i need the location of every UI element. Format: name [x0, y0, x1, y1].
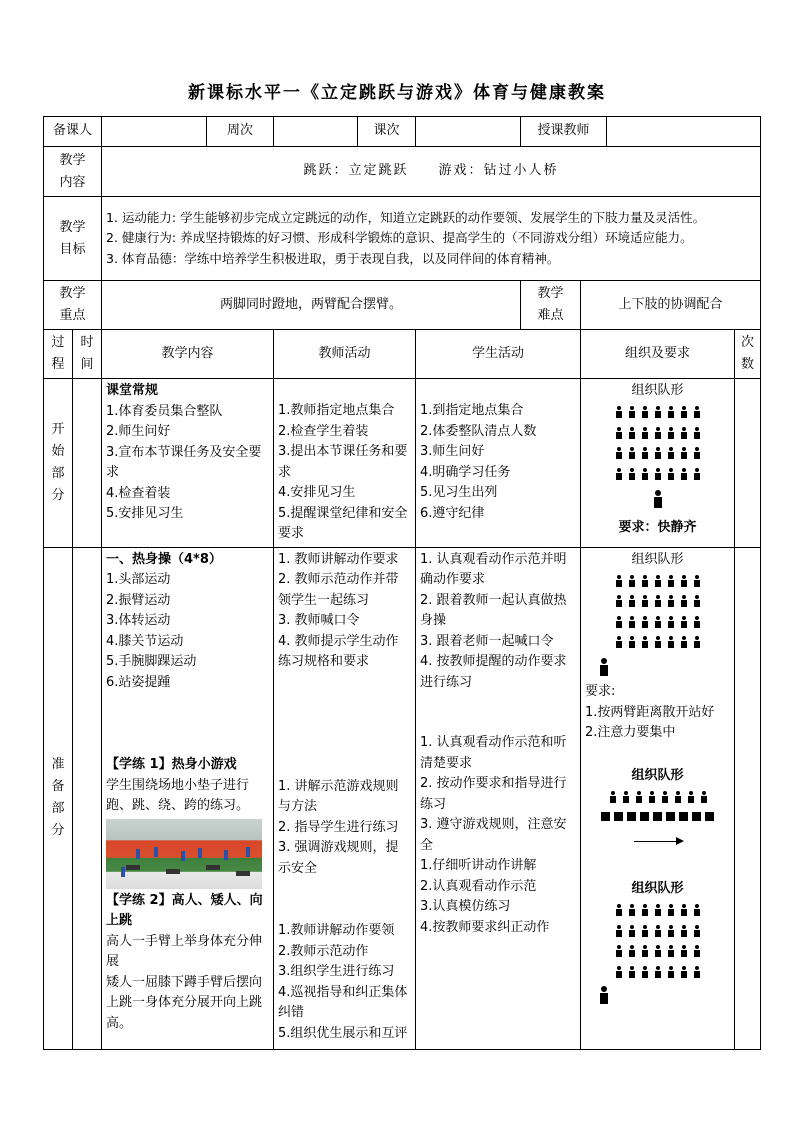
- list-item: 4.膝关节运动: [106, 633, 184, 649]
- header-row: [44, 117, 761, 147]
- prep-content: [102, 547, 274, 1049]
- org-title: 组织队形: [631, 551, 684, 567]
- mat-icon: [692, 812, 701, 821]
- list-item: 5.手腕脚踝运动: [106, 654, 197, 669]
- student-icon: [680, 427, 687, 439]
- list-item: 2. 跟着教师一起认真做热身操: [420, 592, 567, 628]
- formation-row: [585, 920, 730, 941]
- student-icon: [680, 966, 687, 978]
- student-icon: [693, 427, 700, 439]
- focus-row: [44, 281, 761, 330]
- start-section-row: [44, 379, 761, 548]
- list-item: 1.仔细听讲动作讲解: [420, 858, 537, 873]
- org-title: 组织队形: [631, 383, 684, 398]
- student-icon: [615, 575, 622, 587]
- student-icon: [693, 904, 700, 916]
- list-item: 3. 跟着老师一起喊口令: [420, 633, 554, 649]
- goal-item: 3. 体育品德：学练中培养学生积极进取，勇于表现自我，以及同伴间的体育精神。: [106, 250, 560, 266]
- warmup-title: 一、热身操（4*8）: [106, 551, 222, 567]
- formation-row: [585, 611, 730, 632]
- teacher-icon: [599, 986, 609, 1004]
- student-icon: [628, 966, 635, 978]
- student-icon: [680, 406, 687, 418]
- student-icon: [615, 468, 622, 480]
- list-item: 5.提醒课堂纪律和安全要求: [278, 505, 408, 541]
- list-item: 2. 按动作要求和指导进行练习: [420, 776, 567, 812]
- week-label: 周次: [207, 117, 274, 147]
- formation-row: [585, 570, 730, 591]
- drill1-title: 【学练 1】热身小游戏: [106, 757, 237, 772]
- prep-section-label: 准 备 部 分: [44, 547, 73, 1049]
- student-icon: [654, 925, 661, 937]
- mat-icon: [627, 812, 636, 821]
- teacher-label: 授课教师: [521, 117, 607, 147]
- list-item: 1.教师讲解动作要领: [278, 923, 395, 938]
- student-icon: [622, 791, 629, 803]
- lesson-value: [416, 117, 521, 147]
- difficulty-value: 上下肢的协调配合: [581, 281, 761, 330]
- prep-times: [735, 547, 761, 1049]
- student-icon: [615, 447, 622, 459]
- student-icon: [667, 966, 674, 978]
- student-icon: [615, 595, 622, 607]
- difficulty-label: 教学 难点: [521, 281, 581, 330]
- col-teaching-content: 教学内容: [102, 330, 274, 379]
- column-header-row: [44, 330, 761, 379]
- student-icon: [628, 575, 635, 587]
- student-icon: [693, 447, 700, 459]
- formation-row: [585, 941, 730, 962]
- student-icon: [693, 945, 700, 957]
- content-row: [44, 147, 761, 197]
- student-icon: [667, 904, 674, 916]
- col-time: 时 间: [73, 330, 102, 379]
- goals-row: [44, 197, 761, 281]
- student-icon: [667, 945, 674, 957]
- goal-item: 1. 运动能力: 学生能够初步完成立定跳远的动作，知道立定跳跃的动作要领、发展学生的下肢力量及灵活性。: [106, 209, 706, 225]
- list-item: 1. 讲解示范游戏规则与方法: [278, 778, 399, 814]
- list-item: 1.到指定地点集合: [420, 403, 524, 418]
- student-icon: [628, 406, 635, 418]
- start-section-label: 开 始 部 分: [44, 379, 73, 548]
- student-icon: [654, 966, 661, 978]
- list-item: 4. 按教师提醒的动作要求进行练习: [420, 654, 567, 690]
- formation-row: [585, 961, 730, 982]
- formation-row: [585, 402, 730, 423]
- student-icon: [661, 791, 668, 803]
- prep-time: [73, 547, 102, 1049]
- student-icon: [615, 904, 622, 916]
- student-icon: [654, 904, 661, 916]
- student-icon: [628, 447, 635, 459]
- content-label: 教学 内容: [44, 147, 102, 197]
- goal-item: 2. 健康行为: 养成坚持锻炼的好习惯、形成科学锻炼的意识、提高学生的（不同游戏分组）环境适应能力。: [106, 230, 693, 246]
- formation-row: [585, 463, 730, 484]
- teacher-icon: [599, 658, 609, 676]
- student-icon: [680, 904, 687, 916]
- content-value: 跳跃：立定跳跃 游戏：钻过小人桥: [102, 147, 761, 197]
- student-icon: [628, 595, 635, 607]
- formation-row: [585, 591, 730, 612]
- student-icon: [628, 636, 635, 648]
- list-item: 3. 遵守游戏规则，注意安全: [420, 817, 567, 853]
- drill2-desc-line: 矮人一屈膝下蹲手臂后摆向上跳一身体充分展开向上跳高。: [106, 974, 263, 1031]
- list-item: 2.教师示范动作: [278, 943, 369, 959]
- mat-icon: [679, 812, 688, 821]
- drill1-formation: [585, 786, 730, 859]
- formation-row: [585, 900, 730, 921]
- student-icon: [654, 575, 661, 587]
- student-icon: [680, 447, 687, 459]
- list-item: 5.见习生出列: [420, 485, 498, 500]
- formation-diagram: [585, 402, 730, 518]
- list-item: 3. 强调游戏规则，提示安全: [278, 840, 399, 876]
- mat-icon: [705, 812, 714, 821]
- requirement-title: 要求:: [585, 684, 616, 699]
- student-icon: [667, 447, 674, 459]
- student-icon: [615, 925, 622, 937]
- lesson-plan-table: [43, 116, 761, 1050]
- list-item: 1. 认真观看动作示范并明确动作要求: [420, 551, 567, 587]
- student-icon: [667, 427, 674, 439]
- student-icon: [641, 636, 648, 648]
- student-icon: [654, 616, 661, 628]
- student-icon: [615, 966, 622, 978]
- org-title: 组织队形: [631, 881, 684, 896]
- student-icon: [641, 616, 648, 628]
- prep-student: [416, 547, 581, 1049]
- prep-section-row: [44, 547, 761, 1049]
- list-item: 1.头部运动: [106, 572, 171, 587]
- preparer-label: 备课人: [44, 117, 102, 147]
- list-item: 1.教师指定地点集合: [278, 403, 395, 418]
- student-icon: [641, 447, 648, 459]
- start-times: [735, 379, 761, 548]
- start-content: [102, 379, 274, 548]
- list-item: 3.宣布本节课任务及安全要求: [106, 444, 262, 480]
- student-icon: [654, 427, 661, 439]
- formation-diagram: [585, 570, 730, 682]
- student-icon: [654, 945, 661, 957]
- org-title: 组织队形: [631, 767, 684, 783]
- student-icon: [693, 925, 700, 937]
- col-process: 过 程: [44, 330, 73, 379]
- student-icon: [693, 966, 700, 978]
- student-icon: [615, 616, 622, 628]
- col-organization: 组织及要求: [581, 330, 735, 379]
- list-item: 2.检查学生着装: [278, 423, 369, 439]
- student-icon: [628, 427, 635, 439]
- start-organization: [581, 379, 735, 548]
- student-icon: [693, 595, 700, 607]
- drill2-formation: [585, 900, 730, 1011]
- student-icon: [641, 468, 648, 480]
- requirement-item: 1.按两臂距离散开站好: [585, 704, 715, 720]
- teacher-position: [585, 652, 730, 682]
- page-title: 新课标水平一《立定跳跃与游戏》体育与健康教案: [188, 83, 606, 103]
- list-item: 5.组织优生展示和互评: [278, 1025, 408, 1041]
- list-item: 4.明确学习任务: [420, 464, 511, 480]
- student-icon: [667, 595, 674, 607]
- requirement-item: 2.注意力要集中: [585, 725, 676, 740]
- col-times: 次 数: [735, 330, 761, 379]
- student-icon: [615, 406, 622, 418]
- list-item: 6.站姿提踵: [106, 674, 171, 690]
- student-icon: [641, 575, 648, 587]
- student-icon: [641, 595, 648, 607]
- student-icon: [628, 616, 635, 628]
- student-icon: [628, 945, 635, 957]
- org-requirement: 要求：快静齐: [618, 519, 697, 535]
- student-icon: [641, 904, 648, 916]
- student-icon: [648, 791, 655, 803]
- list-item: 4.安排见习生: [278, 485, 356, 500]
- student-icon: [700, 791, 707, 803]
- prep-organization: [581, 547, 735, 1049]
- formation-row: [585, 443, 730, 464]
- activity-photo: [106, 819, 262, 889]
- list-item: 2.认真观看动作示范: [420, 878, 537, 894]
- list-item: 2.体委整队清点人数: [420, 423, 537, 439]
- teacher-icon: [653, 490, 663, 508]
- list-item: 3.组织学生进行练习: [278, 964, 395, 979]
- student-icon: [693, 406, 700, 418]
- mat-row: [585, 807, 730, 828]
- list-item: 2. 教师示范动作并带领学生一起练习: [278, 572, 399, 608]
- list-item: 5.安排见习生: [106, 506, 184, 521]
- student-icon: [635, 791, 642, 803]
- start-teacher: [274, 379, 416, 548]
- list-item: 3.师生问好: [420, 444, 485, 459]
- list-item: 3.提出本节课任务和要求: [278, 444, 408, 480]
- student-icon: [667, 575, 674, 587]
- mat-icon: [666, 812, 675, 821]
- list-item: 1. 教师讲解动作要求: [278, 551, 399, 567]
- student-icon: [693, 575, 700, 587]
- student-icon: [654, 636, 661, 648]
- student-icon: [628, 468, 635, 480]
- direction-arrow: [585, 827, 730, 859]
- mat-icon: [640, 812, 649, 821]
- prep-teacher: [274, 547, 416, 1049]
- student-icon: [693, 636, 700, 648]
- student-icon: [641, 945, 648, 957]
- student-icon: [641, 925, 648, 937]
- list-item: 3.认真模仿练习: [420, 899, 511, 914]
- list-item: 2. 指导学生进行练习: [278, 819, 399, 835]
- student-icon: [667, 406, 674, 418]
- formation-row: [585, 632, 730, 653]
- student-icon: [667, 616, 674, 628]
- student-icon: [680, 616, 687, 628]
- student-icon: [674, 791, 681, 803]
- student-icon: [654, 406, 661, 418]
- lesson-label: 课次: [358, 117, 416, 147]
- student-icon: [628, 904, 635, 916]
- student-icon: [667, 636, 674, 648]
- list-item: 3.体转运动: [106, 613, 171, 628]
- student-icon: [680, 595, 687, 607]
- arrow-right-icon: [634, 841, 682, 842]
- student-icon: [628, 925, 635, 937]
- goals-list: [102, 197, 761, 281]
- list-item: 6.遵守纪律: [420, 505, 485, 521]
- student-icon: [680, 468, 687, 480]
- student-icon: [693, 468, 700, 480]
- start-student: [416, 379, 581, 548]
- list-item: 1.体育委员集合整队: [106, 403, 223, 419]
- focus-label: 教学 重点: [44, 281, 102, 330]
- list-item: 4. 教师提示学生动作练习规格和要求: [278, 633, 399, 669]
- student-icon: [641, 966, 648, 978]
- mat-icon: [614, 812, 623, 821]
- teacher-position: [585, 484, 730, 518]
- teacher-position: [585, 982, 730, 1011]
- goals-label: 教学 目标: [44, 197, 102, 281]
- student-icon: [615, 427, 622, 439]
- focus-value: 两脚同时蹬地，两臂配合摆臂。: [102, 281, 521, 330]
- col-teacher-activity: 教师活动: [274, 330, 416, 379]
- week-value: [274, 117, 358, 147]
- student-icon: [667, 468, 674, 480]
- student-icon: [615, 945, 622, 957]
- list-item: 2.振臂运动: [106, 592, 171, 608]
- content-title: 课堂常规: [106, 383, 159, 398]
- student-icon: [693, 616, 700, 628]
- drill2-title: 【学练 2】高人、矮人、向上跳: [106, 892, 263, 928]
- list-item: 2.师生问好: [106, 424, 171, 439]
- student-icon: [609, 791, 616, 803]
- mat-icon: [653, 812, 662, 821]
- drill2-desc-line: 高人一手臂上举身体充分伸展: [106, 933, 263, 969]
- student-icon: [654, 468, 661, 480]
- list-item: 4.巡视指导和纠正集体纠错: [278, 984, 408, 1020]
- preparer-value: [102, 117, 207, 147]
- list-item: 4.按教师要求纠正动作: [420, 919, 550, 935]
- student-icon: [680, 945, 687, 957]
- list-item: 4.检查着装: [106, 485, 171, 501]
- student-icon: [680, 575, 687, 587]
- student-icon: [641, 427, 648, 439]
- student-icon: [654, 447, 661, 459]
- start-time: [73, 379, 102, 548]
- student-icon: [680, 925, 687, 937]
- formation-row: [585, 786, 730, 807]
- formation-row: [585, 422, 730, 443]
- student-icon: [654, 595, 661, 607]
- drill1-desc: 学生围绕场地小垫子进行跑、跳、绕、跨的练习。: [106, 777, 250, 813]
- list-item: 1. 认真观看动作示范和听清楚要求: [420, 735, 567, 771]
- col-student-activity: 学生活动: [416, 330, 581, 379]
- student-icon: [641, 406, 648, 418]
- student-icon: [680, 636, 687, 648]
- student-icon: [615, 636, 622, 648]
- mat-icon: [601, 812, 610, 821]
- teacher-value: [607, 117, 761, 147]
- student-icon: [667, 925, 674, 937]
- list-item: 3. 教师喊口令: [278, 613, 360, 628]
- student-icon: [687, 791, 694, 803]
